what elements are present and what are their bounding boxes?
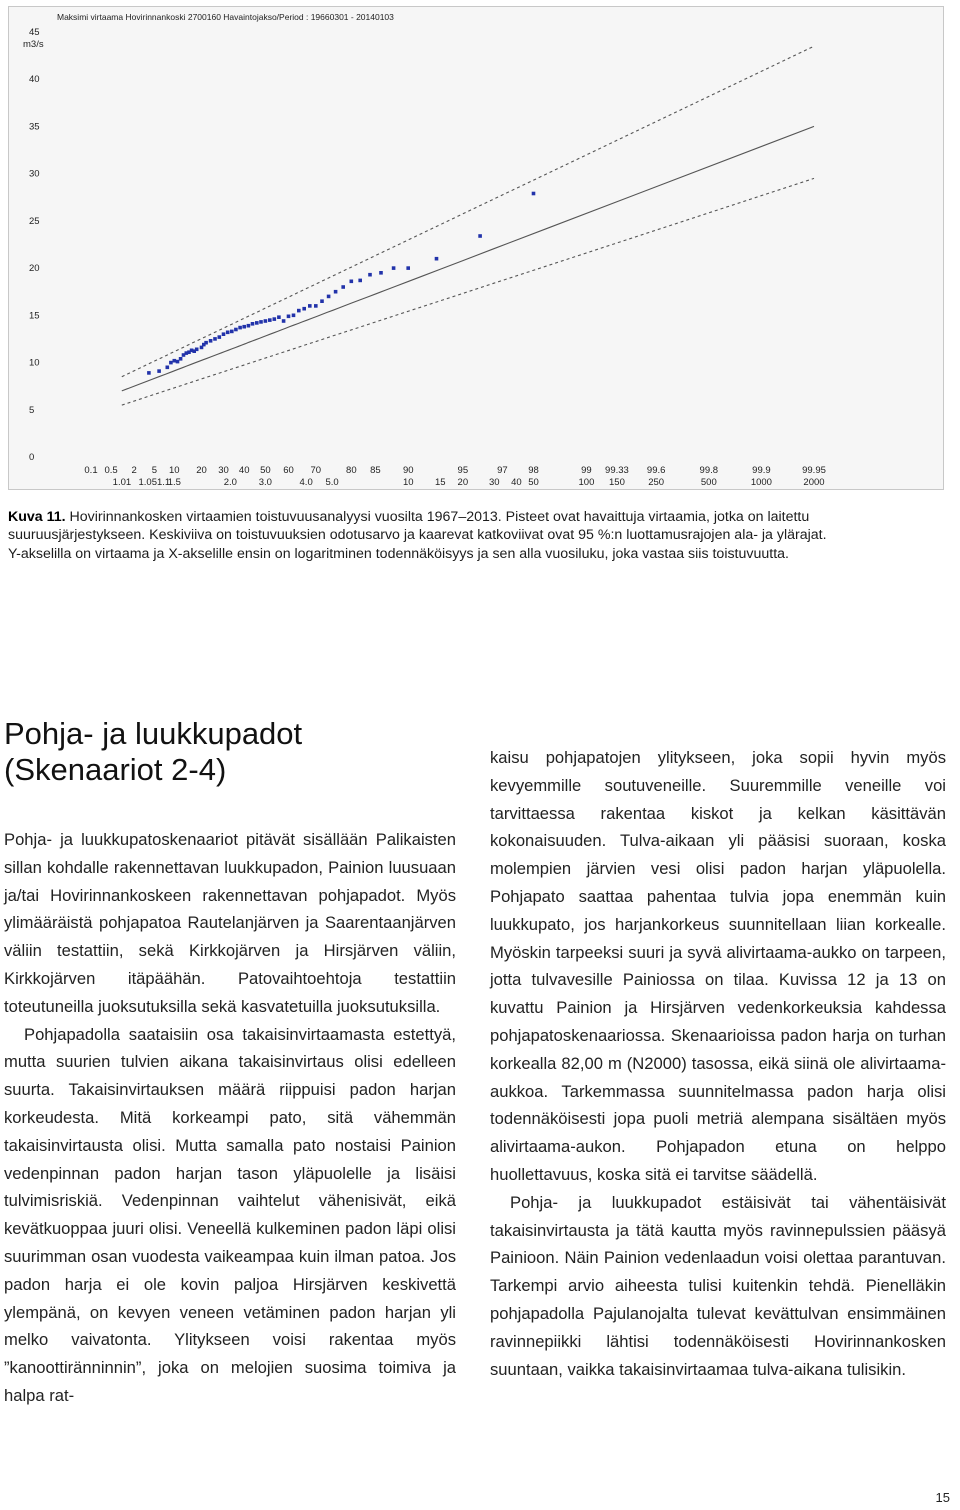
data-point	[204, 341, 208, 345]
caption-line-2: suuruusjärjestykseen. Keskiviiva on toistuvuuksien odotusarvo ja kaarevat katkoviivat ovat 95 %:n luottamusrajojen ala- ja ylärajat.	[8, 527, 827, 544]
left-paragraph-2: Pohjapadolla saataisiin osa takaisinvirtaamasta estettyä, mutta suurien tulvien aikana takaisinvirtaus olisi edelleen suurta. Takaisinvirtauksen määrä riippuisi padon harjan korkeudesta. Mitä korkeampi pato, sitä vähemmän takaisinvirtausta olisi. Mutta samalla pato nostaisi Painion vedenpinnan padon harjan tason yläpuolelle ja lisäisi tulvimisriskiä. Vedenpinnan vaihtelut vähenisivät, eikä kevätkuoppaa juuri olisi. Veneellä kulkeminen padon läpi olisi suurimman osan vuodesta vaikeampaa kuin ilman patoa. Jos padon harja ei ole kovin paljoa Hirsjärven keskivettä ylempänä, on kevyen veneen vetäminen padon harjan yli melko vaivatonta. Ylitykseen voisi rakentaa myös ”kanoottiränninnin”, joka on melojien suosima toimiva ja halpa rat-	[4, 1024, 456, 1405]
data-point	[277, 315, 281, 319]
caption-text-1: Hovirinnankosken virtaamien toistuvuusanalyysi vuosilta 1967–2013. Pisteet ovat havaittuja virtaamia, jotka on laitettu	[69, 509, 810, 525]
data-point	[209, 339, 213, 343]
caption-label: Kuva 11.	[8, 509, 66, 525]
y-tick-label: 5	[29, 404, 35, 416]
data-point	[173, 359, 177, 363]
data-point	[166, 366, 170, 370]
data-point	[226, 331, 230, 335]
data-point	[532, 192, 536, 196]
data-point	[314, 304, 318, 308]
x-probability-tick-label: 99.95	[802, 465, 826, 476]
x-probability-tick-label: 30	[218, 465, 229, 476]
data-point	[273, 317, 277, 321]
section-title-line-1: Pohja- ja luukkupadot	[4, 716, 303, 751]
x-return-period-tick-label: 50	[528, 477, 539, 488]
x-probability-tick-label: 99.9	[752, 465, 771, 476]
x-return-period-tick-label: 40	[511, 477, 522, 488]
y-tick-label: 0	[29, 452, 35, 463]
chart-frame	[8, 6, 944, 490]
section-title-line-2: (Skenaariot 2-4)	[4, 752, 227, 787]
data-point	[320, 299, 324, 303]
y-tick-label: 25	[29, 215, 40, 227]
y-tick-label: 45	[29, 27, 40, 38]
x-return-period-tick-label: 30	[489, 477, 500, 488]
data-point	[234, 328, 238, 332]
y-axis-unit: m3/s	[23, 39, 44, 50]
x-return-period-tick-label: 1000	[750, 477, 772, 488]
x-probability-tick-label: 85	[370, 465, 381, 476]
fitted-line	[122, 126, 814, 391]
right-column	[490, 744, 946, 1383]
x-return-period-tick-label: 1.01	[112, 477, 132, 488]
data-point	[238, 326, 242, 330]
data-point	[435, 257, 439, 261]
x-return-period-tick-label: 5.0	[325, 477, 339, 488]
data-point	[308, 304, 312, 308]
x-probability-tick-label: 5	[151, 465, 158, 476]
data-point	[292, 314, 296, 318]
data-point	[230, 330, 234, 334]
data-point	[392, 266, 396, 270]
data-point	[287, 315, 291, 319]
x-return-period-tick-label: 3.0	[258, 477, 272, 488]
x-probability-tick-label: 2	[131, 465, 137, 476]
page-number: 15	[935, 1490, 950, 1505]
x-probability-tick-label: 99	[581, 465, 592, 476]
x-probability-tick-label: 20	[196, 465, 207, 476]
data-point	[478, 234, 482, 238]
x-return-period-tick-label: 10	[402, 477, 414, 488]
return-period-chart	[9, 7, 943, 489]
left-paragraph-1: Pohja- ja luukkupatoskenaariot pitävät sisällään Palikaisten sillan kohdalle rakennettavan luukkupadon, Painion luusuaan ja/tai Hovirinnankoskeen rakennettavan pohjapadot. Myös ylimääräistä pohjapatoa Rautelanjärven ja Saarentaanjärven väliin testattiin, sekä Kirkkojärven ja Hirsjärven väliin, Kirkkojärven itäpäähän. Patovaihtoehtoja testattiin toteutuneilla juoksutuksilla sekä kasvatetuilla juoksutuksilla.	[4, 830, 456, 1016]
data-point	[147, 371, 151, 375]
x-probability-tick-label: 0.1	[84, 465, 98, 476]
x-probability-tick-label: 0.5	[104, 465, 118, 476]
x-probability-tick-label: 95	[457, 465, 469, 476]
y-tick-label: 10	[29, 357, 40, 369]
x-probability-tick-label: 97	[497, 465, 508, 476]
x-return-period-tick-label: 2000	[803, 477, 825, 488]
x-probability-tick-label: 99.8	[699, 465, 719, 476]
data-point	[268, 318, 272, 322]
y-tick-label: 35	[29, 121, 40, 133]
data-point	[334, 290, 338, 294]
figure-caption	[8, 508, 952, 563]
plot-area	[29, 27, 826, 488]
data-point	[327, 295, 331, 299]
x-probability-tick-label: 10	[169, 465, 180, 476]
x-return-period-tick-label: 500	[700, 477, 717, 488]
y-tick-label: 15	[29, 310, 40, 322]
data-point	[282, 319, 286, 323]
data-point	[368, 273, 372, 277]
data-point	[379, 271, 383, 275]
data-point	[247, 324, 251, 328]
right-paragraph-2: Pohja- ja luukkupadot estäisivät tai vähentäisivät takaisinvirtausta ja tätä kautta myös ravinnepulssien pääsyä Painioon. Näin Painion vedenlaadun voisi olettaa parantuvan. Tarkempi arvio aiheesta tulisi kuitenkin tehdä. Pienelläkin pohjapadolla Pajulanojalta tulevat kevättulvan ensimmäinen ravinnepiikki lähtisi todennäköisesti Hovirinnankosken suuntaan, vaikka takaisinvirtaamaa tulva-aikana tulisikin.	[490, 1192, 946, 1379]
data-point	[222, 332, 226, 336]
y-tick-label: 40	[29, 74, 40, 86]
x-return-period-tick-label: 2.0	[223, 477, 237, 488]
data-point	[259, 320, 263, 324]
data-point	[302, 307, 306, 311]
data-point	[350, 280, 354, 284]
x-return-period-tick-label: 150	[609, 477, 625, 488]
data-point	[218, 335, 222, 339]
data-point	[358, 279, 362, 283]
x-probability-tick-label: 98	[528, 465, 539, 476]
x-probability-tick-label: 99.6	[646, 465, 666, 476]
y-tick-label: 30	[29, 168, 40, 180]
x-probability-tick-label: 60	[283, 465, 294, 476]
x-return-period-tick-label: 250	[648, 477, 665, 488]
x-probability-tick-label: 90	[402, 465, 414, 476]
data-point	[242, 325, 246, 329]
data-point	[255, 321, 259, 325]
x-return-period-tick-label: 4.0	[299, 477, 313, 488]
caption-line-1	[8, 508, 952, 526]
right-paragraph-1: kaisu pohjapatojen ylitykseen, joka sopii hyvin myös kevyemmille soutuveneille. Suuremmille veneille voi tarvittaessa rakentaa kiskot ja kelkan käsittävän kokonaisuuden. Tulva-aikaan yli pääsisi suoraan, koska molempien järvien vesi olisi padon harjan yläpuolella. Pohjapato saattaa pahentaa tulvia jopa enemmän kuin luukkupato, jos harjankorkeus suunnitellaan liian korkealle. Myöskin tarpeeksi suuri ja syvä alivirtaama-aukko on tarpeen, jotta tulvavesille Painiossa on tilaa. Kuvissa 12 ja 13 on kuvattu Painion ja Hirsjärven vedenkorkeuksia kahdessa pohjapatoskenaariossa. Skenaarioissa padon harja on turhan korkealla 82,00 m (N2000) tasossa, eikä siinä ole alivirtaama-aukkoa. Tarkemmassa suunnitelmassa padon harja olisi todennäköisesti jopa puoli metriä alempana sisältäen myös alivirtaama-aukon. Pohjapadon etuna on helppo huollettavuus, koska sitä ei tarvitse säädellä.	[490, 748, 946, 1184]
x-return-period-tick-label: 1.051.1	[138, 477, 171, 488]
lower-confidence-line	[122, 178, 814, 405]
data-point	[169, 361, 173, 365]
data-point	[213, 337, 217, 341]
data-point	[195, 348, 199, 352]
data-point	[157, 369, 161, 373]
x-return-period-tick-label: 20	[457, 477, 469, 488]
x-probability-tick-label: 99.33	[605, 465, 629, 476]
x-return-period-tick-label: 100	[578, 477, 595, 488]
caption-line-3: Y-akselilla on virtaama ja X-akselille ensin on logaritminen todennäköisyys ja sen alla vuosiluku, joka vastaa siis toistuvuutta.	[8, 545, 789, 562]
data-point	[251, 322, 255, 326]
x-return-period-tick-label: 15	[435, 477, 446, 488]
x-probability-tick-label: 40	[238, 465, 250, 476]
left-column	[4, 826, 456, 1410]
upper-confidence-line	[122, 46, 814, 377]
chart-title: Maksimi virtaama Hovirinnankoski 2700160 Havaintojakso/Period : 19660301 - 20140103	[57, 12, 394, 22]
x-probability-tick-label: 70	[310, 465, 322, 476]
x-probability-tick-label: 50	[260, 465, 271, 476]
x-probability-tick-label: 80	[346, 465, 357, 476]
x-return-period-tick-label: 1.5	[167, 477, 181, 488]
data-point	[264, 319, 268, 323]
y-tick-label: 20	[29, 263, 40, 275]
data-point	[341, 285, 345, 289]
data-point	[297, 309, 301, 313]
data-point	[179, 357, 183, 361]
data-point	[406, 266, 410, 270]
data-point	[176, 360, 180, 364]
section-title	[4, 716, 302, 788]
